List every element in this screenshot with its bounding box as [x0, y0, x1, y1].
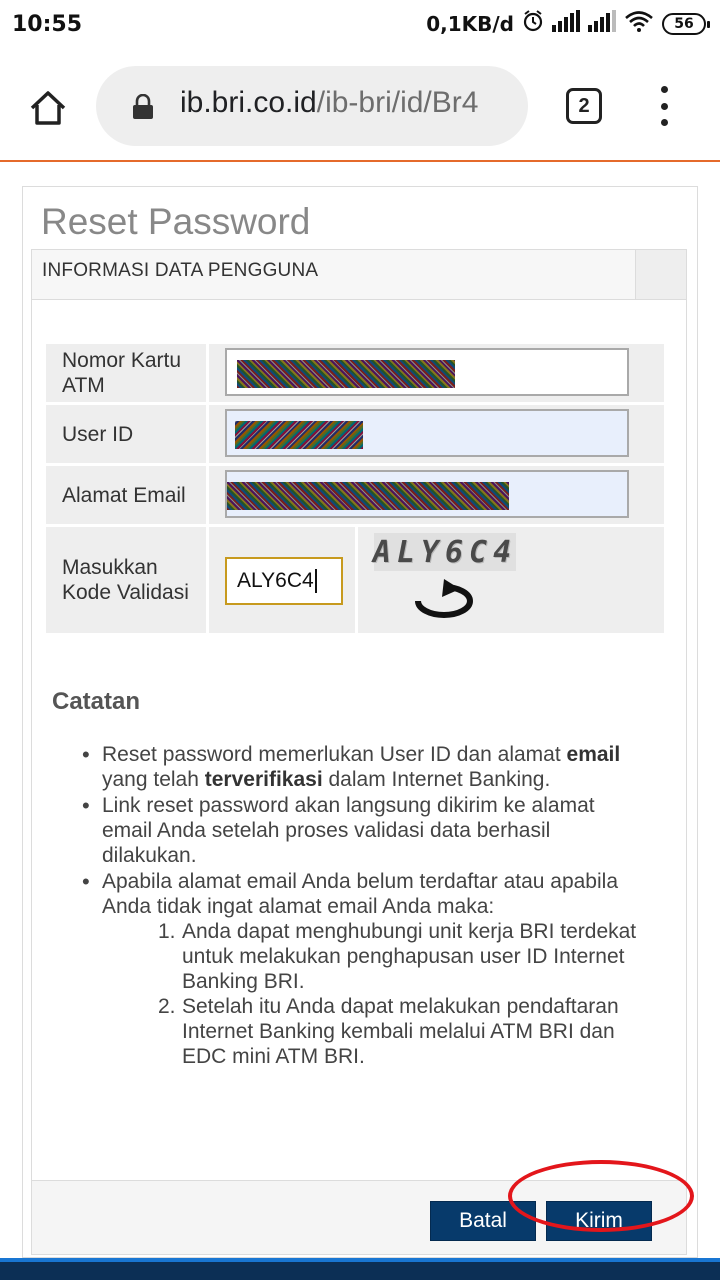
- url-path: /ib-bri/id/Br4: [316, 86, 479, 119]
- note-emphasis: email: [566, 743, 621, 766]
- alarm-icon: [522, 10, 544, 37]
- note-subitem: [158, 994, 638, 1069]
- userid-label: User ID: [46, 405, 206, 463]
- atm-number-field[interactable]: [225, 348, 629, 396]
- url-text: [180, 86, 478, 120]
- status-time: 10:55: [12, 12, 83, 37]
- url-host: ib.bri.co.id: [180, 86, 317, 119]
- text-caret: [315, 569, 317, 593]
- notes-list: [78, 742, 638, 1070]
- note-item: [78, 869, 638, 1069]
- tab-switcher-button[interactable]: 2: [566, 88, 602, 124]
- form-row-email: [46, 466, 664, 524]
- network-speed: 0,1KB/d: [426, 11, 514, 36]
- signal-icon: [588, 10, 616, 37]
- note-subitem-number: 1.: [158, 920, 176, 943]
- notes-title: Catatan: [52, 688, 141, 715]
- note-emphasis: terverifikasi: [204, 768, 323, 791]
- note-subitem-text: Anda dapat menghubungi unit kerja BRI terdekat untuk melakukan penghapusan user ID Internet Banking BRI.: [182, 920, 637, 993]
- more-options-icon[interactable]: [650, 86, 678, 126]
- page-title: Reset Password: [41, 201, 311, 242]
- note-subitem: [158, 919, 638, 994]
- note-item: [78, 742, 638, 792]
- note-sublist: [158, 919, 638, 1069]
- note-text: Link reset password akan langsung dikirim ke alamat email Anda setelah proses validasi data berhasil dilakukan.: [102, 794, 595, 867]
- atm-number-label: Nomor Kartu ATM: [46, 344, 206, 402]
- submit-button[interactable]: Kirim: [546, 1201, 652, 1241]
- masked-value: [237, 360, 455, 388]
- note-text: yang telah: [102, 768, 205, 791]
- email-field[interactable]: [225, 470, 629, 518]
- email-cell: [209, 466, 664, 524]
- status-icons: [426, 10, 706, 37]
- refresh-captcha-icon[interactable]: [404, 579, 484, 619]
- section-header-aside: [636, 250, 686, 300]
- highlight-circle: [508, 1160, 694, 1232]
- form-row-captcha: [46, 527, 664, 633]
- captcha-image-cell: [358, 527, 664, 633]
- cancel-button[interactable]: Batal: [430, 1201, 536, 1241]
- lock-icon: [132, 94, 154, 120]
- reset-password-panel: [22, 186, 698, 1258]
- home-icon[interactable]: [26, 86, 70, 130]
- userid-field[interactable]: [225, 409, 629, 457]
- wifi-icon: [624, 10, 654, 37]
- status-bar: [0, 0, 720, 52]
- note-subitem-text: Setelah itu Anda dapat melakukan pendaftaran Internet Banking kembali melalui ATM BRI dan EDC mini ATM BRI.: [182, 995, 619, 1068]
- form-row-atm: [46, 344, 664, 402]
- note-text: Apabila alamat email Anda belum terdaftar atau apabila Anda tidak ingat alamat email Anda maka:: [102, 870, 618, 918]
- note-text: Reset password memerlukan User ID dan alamat: [102, 743, 567, 766]
- bottom-edge-bar: [0, 1258, 720, 1280]
- signal-icon: [552, 10, 580, 37]
- battery-icon: 56: [662, 13, 706, 35]
- form-row-userid: [46, 405, 664, 463]
- note-item: [78, 793, 638, 868]
- masked-value: [235, 421, 363, 449]
- captcha-input[interactable]: [225, 557, 343, 605]
- section-header: [32, 250, 636, 300]
- masked-value: [227, 482, 509, 510]
- browser-toolbar: [0, 52, 720, 162]
- note-text: dalam Internet Banking.: [322, 768, 551, 791]
- captcha-input-cell: [209, 527, 355, 633]
- captcha-label: Masukkan Kode Validasi: [46, 527, 206, 633]
- captcha-input-value: ALY6C4: [237, 569, 314, 592]
- address-bar[interactable]: [96, 66, 528, 146]
- email-label: Alamat Email: [46, 466, 206, 524]
- section-title: INFORMASI DATA PENGGUNA: [42, 260, 319, 281]
- atm-number-cell: [209, 344, 664, 402]
- captcha-image: ALY6C4: [372, 534, 518, 570]
- note-subitem-number: 2.: [158, 995, 176, 1018]
- userid-cell: [209, 405, 664, 463]
